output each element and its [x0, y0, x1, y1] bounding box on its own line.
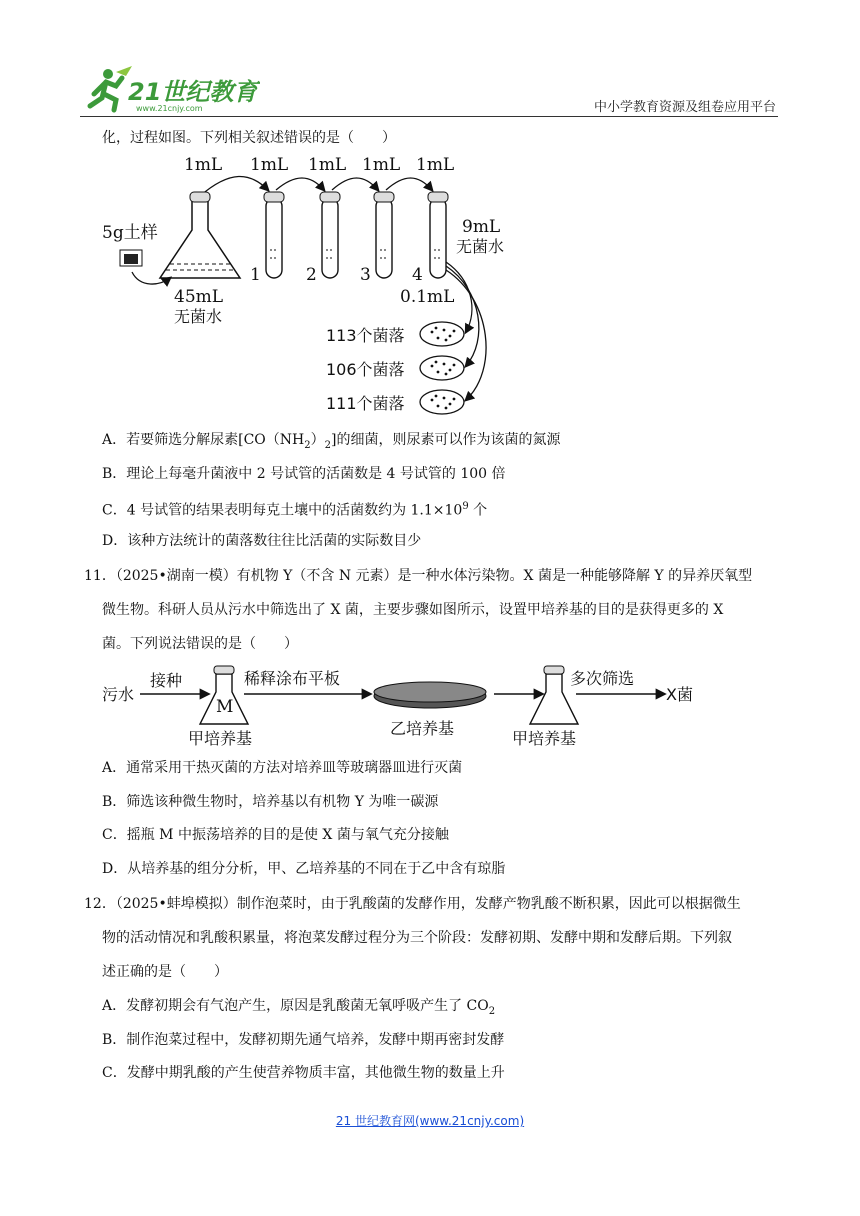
soil-sample-icon — [120, 250, 142, 266]
tube-number: 2 — [306, 265, 317, 285]
q12-stem-line: 述正确的是（ ） — [102, 964, 228, 980]
q12-option-b: B．制作泡菜过程中，发酵初期先通气培养，发酵中期再密封发酵 — [102, 1032, 505, 1048]
q11-stem-line: 菌。下列说法错误的是（ ） — [102, 636, 298, 652]
sewage-label: 污水 — [102, 685, 135, 704]
transfer-label: 1mL — [184, 155, 223, 175]
q10-stem: 化，过程如图。下列相关叙述错误的是（ ） — [102, 130, 396, 146]
q11-stem-line: 11．（2025•湖南一模）有机物 Y（不含 N 元素）是一种水体污染物。X 菌是一种能够降解 Y 的异养厌氧型 — [84, 568, 753, 584]
q11-option-b: B．筛选该种微生物时，培养基以有机物 Y 为唯一碳源 — [102, 794, 439, 810]
soil-label: 5g土样 — [102, 223, 158, 243]
q10-option-d: D．该种方法统计的菌落数往往比活菌的实际数目少 — [102, 533, 422, 549]
transfer-label: 1mL — [362, 155, 401, 175]
logo-text: 21世纪教育 — [128, 78, 258, 106]
tube-number: 3 — [360, 265, 371, 285]
flask-volume-label: 45mL — [174, 287, 224, 307]
petri-dish-icon — [374, 682, 486, 708]
logo-url: www.21cnjy.com — [136, 104, 203, 113]
test-tube-icon — [374, 192, 394, 278]
q12-stem-line: 物的活动情况和乳酸积累量，将泡菜发酵过程分为三个阶段：发酵初期、发酵中期和发酵后期。下列叙 — [102, 930, 732, 946]
water-volume-label: 9mL — [462, 217, 501, 237]
q10-option-a: A．若要筛选分解尿素$[CO(NH_2)_2]$的细菌，则尿素可以作为该菌的氮源 — [102, 432, 561, 451]
q11-option-a: A．通常采用干热灭菌的方法对培养皿等玻璃器皿进行灭菌 — [102, 760, 463, 776]
q12-option-c: C．发酵中期乳酸的产生使营养物质丰富，其他微生物的数量上升 — [102, 1065, 505, 1081]
petri-dish-icon — [420, 322, 464, 346]
transfer-label: 1mL — [250, 155, 289, 175]
q10-option-b: B．理论上每毫升菌液中 2 号试管的活菌数是 4 号试管的 100 倍 — [102, 466, 506, 482]
q10-option-c: C．4 号试管的结果表明每克土壤中的活菌数约为 $1.1\times 10^9$ 个 — [102, 501, 488, 519]
result-label: X菌 — [666, 685, 693, 704]
q10-dilution-diagram — [100, 150, 520, 420]
plating-volume-label: 0.1mL — [400, 287, 455, 307]
q11-option-c: C．摇瓶 M 中振荡培养的目的是使 X 菌与氧气充分接触 — [102, 827, 449, 843]
test-tube-icon — [320, 192, 340, 278]
q11-stem-line: 微生物。科研人员从污水中筛选出了 X 菌，主要步骤如图所示，设置甲培养基的目的是获得更多的 X — [102, 602, 724, 618]
header-divider — [80, 116, 778, 117]
medium-a2-label: 甲培养基 — [512, 729, 577, 748]
transfer-label: 1mL — [308, 155, 347, 175]
flask-letter: M — [216, 697, 234, 717]
petri-dish-icon — [420, 356, 464, 380]
colony-count-label: 113个菌落 — [326, 326, 405, 345]
multi-select-label: 多次筛选 — [570, 669, 635, 688]
runner-logo-icon — [90, 66, 132, 110]
colony-count-label: 111个菌落 — [326, 394, 405, 413]
medium-a-label: 甲培养基 — [188, 729, 253, 748]
header-platform-name: 中小学教育资源及组卷应用平台 — [593, 100, 776, 115]
spread-label: 稀释涂布平板 — [244, 669, 341, 688]
q11-screening-diagram — [100, 660, 710, 750]
water-label: 无菌水 — [456, 237, 505, 256]
q12-stem-line: 12．（2025•蚌埠模拟）制作泡菜时，由于乳酸菌的发酵作用，发酵产物乳酸不断积累，因此可以根据微生 — [84, 896, 741, 912]
tube-number: 1 — [250, 265, 261, 285]
colony-count-label: 106个菌落 — [326, 360, 405, 379]
transfer-label: 1mL — [416, 155, 455, 175]
q12-option-a: A．发酵初期会有气泡产生，原因是乳酸菌无氧呼吸产生了 $CO_2$ — [102, 998, 496, 1017]
flask-water-label: 无菌水 — [174, 307, 223, 326]
q11-option-d: D．从培养基的组分分析，甲、乙培养基的不同在于乙中含有琼脂 — [102, 861, 506, 877]
footer-link[interactable]: 21 世纪教育网(www.21cnjy.com) — [335, 1114, 525, 1128]
tube-number: 4 — [412, 265, 423, 285]
site-logo — [80, 64, 260, 114]
medium-b-label: 乙培养基 — [390, 719, 455, 738]
inoculate-label: 接种 — [150, 671, 183, 690]
test-tube-icon — [264, 192, 284, 278]
conical-flask-icon — [160, 192, 240, 278]
test-tube-icon — [428, 192, 448, 278]
petri-dish-icon — [420, 390, 464, 414]
